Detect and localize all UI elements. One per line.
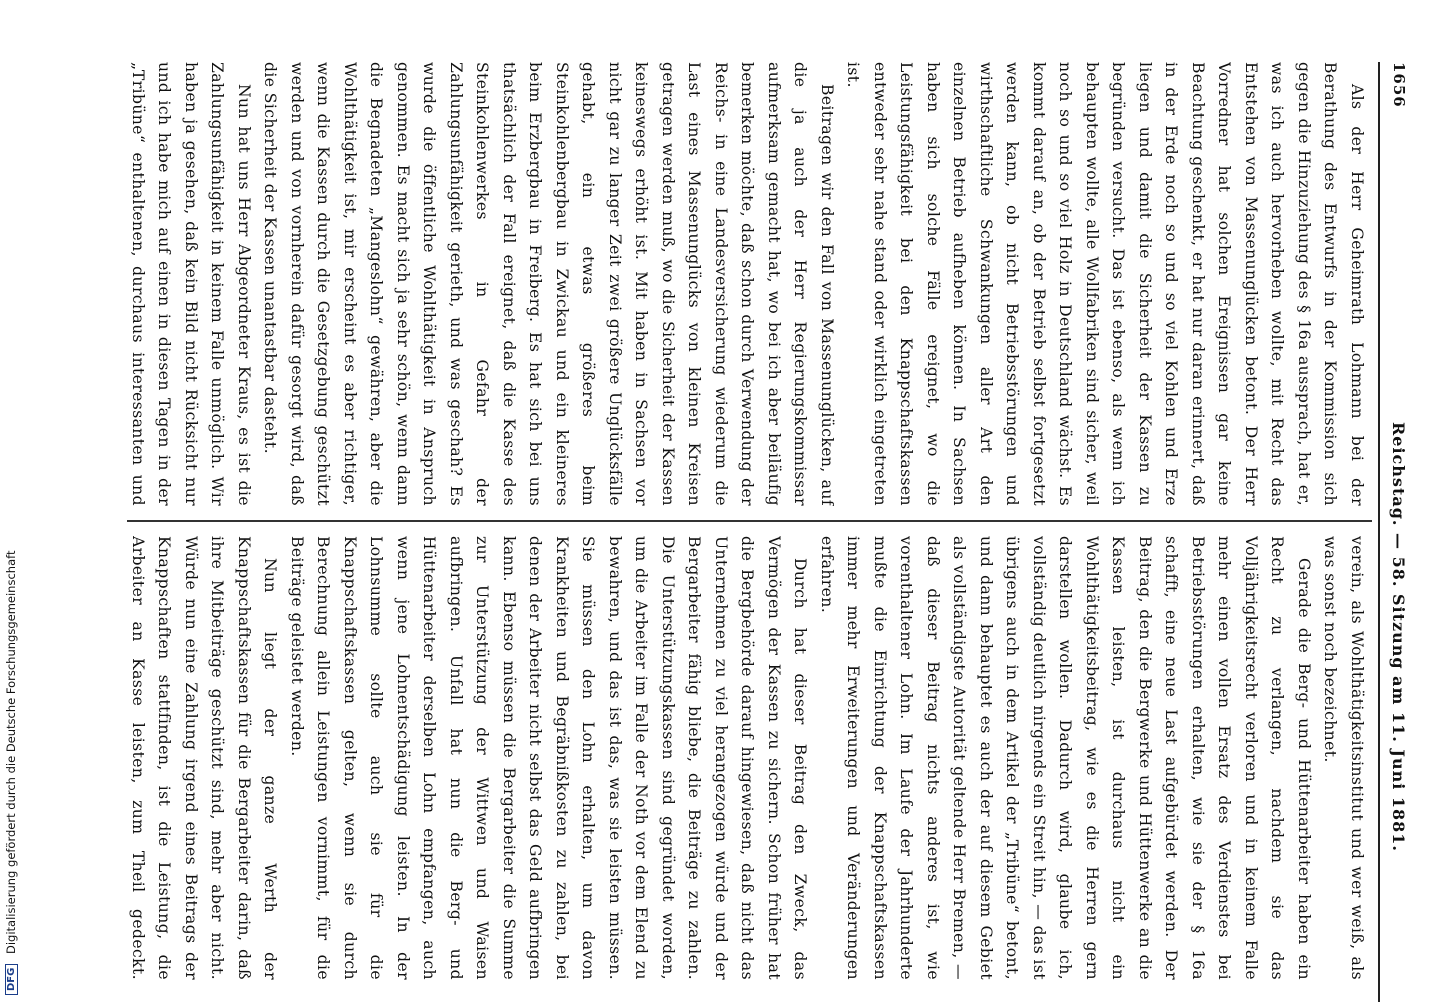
paragraph: verein, als Wohlthätigkeitsinstitut und wer weiß, als was sonst noch bezeichnet.	[1321, 536, 1366, 980]
dfg-logo-icon: DFG	[5, 964, 18, 995]
column-divider	[127, 520, 1372, 522]
text-column-right	[120, 536, 1370, 980]
digitization-note: Digitalisierung gefördert durch die Deutsche Forschungsgemeinschaft	[4, 550, 18, 954]
paragraph: Beitragen wir den Fall von Massenunglücken, auf die ja auch der Herr Regierungskommissar aufmerksam gemacht hat, wo bei ich aber beiläufig bemerken möchte, daß schon durch Verwendung der Reichs- in eine Landesversicherung wiederum die Last eines Massenunglücks von kleinen Kreisen getragen werden muß, wo die Sicherheit der Kassen keineswegs erhöht ist. Mit haben in Sachsen vor nicht gar zu langer Zeit zwei größere Unglücksfälle gehabt, ein etwas größeres beim Steinkohlenbergbau in Zwickau und ein kleineres beim Erzbergbau in Freiberg. Es hat sich bei uns thatsächlich der Fall ereignet, daß die Kasse des Steinkohlenwerkes in Gefahr der Zahlungsunfähigkeit gerieth, und was geschah? Es wurde die öffentliche Wohlthätigkeit in Anspruch genommen. Es macht sich ja sehr schön, wenn dann die Begnadeten „Mangeslohn“ gewähren, aber die Wohlthätigkeit ist, mir erscheint es aber richtiger, wenn die Kassen durch die Gesetzgebung geschützt werden und von vornherein dafür gesorgt wird, daß die Sicherheit der Kassen unantastbar dasteht.	[261, 62, 836, 506]
digitization-footer	[4, 551, 18, 995]
paragraph: Durch hat dieser Beitrag den Zweck, das Vermögen der Kassen zu sichern. Schon früher hat die Bergbehörde darauf hingewiesen, daß nicht das Unternehmen zu viel herangezogen würde und der Bergarbeiter fähig bliebe, die Beiträge zu zahlen. Die Unterstützungskassen sind gegründet worden, um die Arbeiter im Falle der Noth vor dem Elend zu bewahren, und das ist das, was sie leisten müssen. Sie müssen den Lohn erhalten, um davon Krankheiten und Begräbnißkosten zu zahlen, bei denen der Arbeiter nicht selbst das Geld aufbringen kann. Ebenso müssen die Bergarbeiter die Summe zur Unterstützung der Wittwen und Waisen aufbringen. Unfall hat nun die Berg- und Hüttenarbeiter derselben Lohn empfangen, auch wenn jene Lohnentschädigung leisten. In der Lohnsumme sollte auch sie für die Knappschaftskassen gelten, wenn sie durch Berechnung allein Leistungen vornimmt, für die Beiträge geleistet werden.	[288, 536, 810, 980]
page-number: 1656	[1390, 62, 1408, 108]
paragraph: Als der Herr Geheimrath Lohmann bei der Berathung des Entwurfs in der Kommission sich gegen die Hinzuziehung des § 16a aussprach, hat er, was ich auch hervorheben wollte, mit Recht das Entstehen von Massenunglücken betont. Der Herr Vorredner hat solchen Ereignissen gar keine Beachtung geschenkt, er hat nur daran erinnert, daß in der Erde noch so und so viel Kohlen und Erze liegen und damit die Sicherheit der Kassen zu begründen versucht. Das ist ebenso, als wenn ich behaupten wollte, alle Wollfabriken sind sicher, weil noch so und so viel Holz in Deutschland wächst. Es kommt darauf an, ob der Betrieb selbst fortgesetzt werden kann, ob nicht Betriebsstörungen und wirthschaftliche Schwankungen aller Art den einzelnen Betrieb aufheben können. In Sachsen haben sich solche Fälle ereignet, wo die Leistungsfähigkeit bei den Knappschaftskassen entweder sehr nahe stand oder wirklich eingetreten ist.	[844, 62, 1366, 506]
text-column-left	[120, 62, 1370, 506]
page-header	[1378, 62, 1410, 1002]
paragraph: Gerade die Berg- und Hüttenarbeiter haben ein Recht zu verlangen, nachdem sie das Volljährigkeitsrecht verloren und in keinem Falle mehr einen vollen Ersatz des Verdienstes bei Betriebsstörungen erhalten, wie sie der § 16a schafft, eine neue Last aufgebürdet werden. Der Beitrag, den die Bergwerke und Hüttenwerke an die Kassen leisten, ist durchaus nicht ein Wohlthätigkeitsbeitrag, wie es die Herren gern darstellen wollen. Dadurch wird, glaube ich, vollständig deutlich nirgends ein Streit hin, — das ist übrigens auch in dem Artikel der „Tribüne“ betont, und dann behauptet es auch der auf diesem Gebiet als vollständigste Autorität geltende Herr Bremen, — daß dieser Beitrag nichts anderes ist, wie vorenthaltener Lohn. Im Laufe der Jahrhunderte mußte die Einrichtung der Knappschaftskassen immer mehr Erweiterungen und Veränderungen erfahren.	[818, 536, 1313, 980]
running-head: Reichstag. — 58. Sitzung am 11. Juni 1881.	[1389, 422, 1408, 852]
paragraph: Nun hat uns Herr Abgeordneter Kraus, es ist die Zahlungsunfähigkeit in keinem Falle unmöglich. Wir haben ja gesehen, daß kein Bild nicht Rücksicht nur und ich habe mich auf einen in diesen Tagen in der „Tribüne“ enthaltenen, durchaus interessanten und	[129, 62, 253, 506]
document-page	[110, 62, 1410, 1002]
paragraph: Nun liegt der ganze Werth der Knappschaftskassen für die Bergarbeiter darin, daß ihre Mitbeiträge geschützt sind, mehr aber nicht. Würde nun eine Zahlung irgend eines Beitrags der Knappschaften stattfinden, ist die Leistung, die Arbeiter an Kasse leisten, zum Theil gedeckt.	[129, 536, 280, 980]
